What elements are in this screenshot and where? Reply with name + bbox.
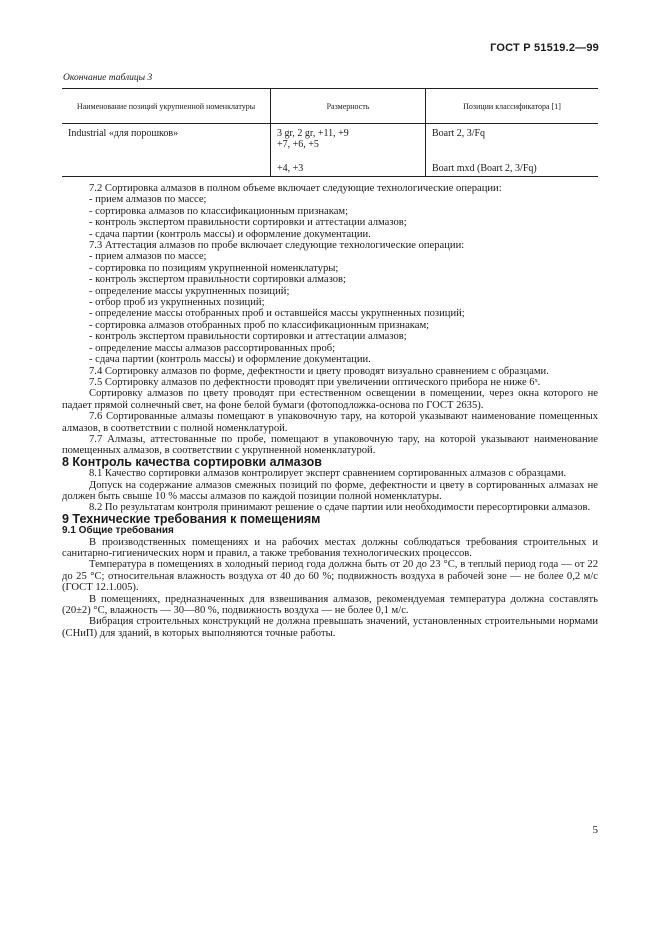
cell-size [271,124,426,177]
section-8-heading: 8 Контроль качества сортировки алмазов [62,454,322,469]
list-item: - контроль экспертом правильности сортировки и аттестации алмазов; [89,217,407,229]
list-item: - определение массы укрупненных позиций; [89,285,290,297]
cell-size-line: 3 gr, 2 gr, +11, +9 [277,128,349,139]
cell-classifier-line: Boart 2, 3/Fq [432,128,486,139]
cell-size-line: +4, +3 [277,163,304,174]
paragraph-8-1: 8.1 Качество сортировки алмазов контролирует эксперт сравнением сортированных алмазов с образцами. [89,468,567,480]
paragraph-7-3: 7.3 Аттестация алмазов по пробе включает следующие технологические операции: [89,240,465,252]
list-item: - отбор проб из укрупненных позиций; [89,297,265,309]
list-item: - сдача партии (контроль массы) и оформление документации. [89,228,371,240]
classification-table [62,88,598,177]
paragraph-9-1-a: В производственных помещениях и на рабочих местах должны соблюдаться требования строительных и санитарно-гигиенических норм и правил, а также требования технологических процессов. [62,536,598,559]
paragraph-9-1-d: Вибрация строительных конструкций не должна превышать значений, установленных строительными нормами (СНиП) для зданий, в которых выполняются точные работы. [62,616,598,639]
list-item: - прием алмазов по массе; [89,194,207,206]
list-item: - сортировка алмазов отобранных проб по классификационным признакам; [89,319,430,331]
section-9-heading: 9 Технические требования к помещениям [62,511,321,526]
column-header-classifier: Позиции классификатора [1] [426,89,599,124]
cell-classifier [426,124,599,177]
paragraph-7-4: 7.4 Сортировку алмазов по форме, дефектности и цвету проводят визуально сравнением с образцами. [89,365,549,377]
list-item: - определение массы алмазов рассортированных проб; [89,342,336,354]
cell-name-text: Industrial «для порошков» [68,128,179,139]
cell-classifier-line: Boart mxd (Boart 2, 3/Fq) [432,163,537,174]
column-header-size: Размерность [271,89,426,124]
list-item: - сдача партии (контроль массы) и оформление документации. [89,354,371,366]
cell-name [62,124,271,177]
column-header-name: Наименование позиций укрупненной номенклатуры [62,89,271,124]
list-item: - прием алмазов по массе; [89,251,207,263]
document-body [62,183,598,639]
cell-size-line: +7, +6, +5 [277,139,319,150]
list-item: - сортировка алмазов по классификационным признакам; [89,205,349,217]
list-item: - контроль экспертом правильности сортировки и аттестации алмазов; [89,331,407,343]
list-item: - определение массы отобранных проб и оставшейся массы укрупненных позиций; [89,308,465,320]
paragraph-7-6: 7.6 Сортированные алмазы помещают в упаковочную тару, на которой указывают наименование помещенных алмазов, в соответствии с полной номенклатурой. [62,411,598,434]
document-standard-number: ГОСТ Р 51519.2—99 [490,42,599,54]
table-row [62,124,598,177]
paragraph-7-2: 7.2 Сортировка алмазов в полном объеме включает следующие технологические операции: [89,183,502,194]
list-item: - контроль экспертом правильности сортировки алмазов; [89,274,346,286]
table-caption: Окончание таблицы 3 [63,73,153,83]
subsection-9-1-heading: 9.1 Общие требования [62,525,174,537]
table-header-row [62,89,598,124]
page-number: 5 [592,824,598,836]
list-item: - сортировка по позициям укрупненной номенклатуры; [89,262,339,274]
paragraph-7-5-color: Сортировку алмазов по цвету проводят при естественном освещении в помещении, через окна которого не падает прямой солнечный свет, на фоне белой бумаги (фотоподложка-основа по ГОСТ 2635). [62,388,598,411]
paragraph-7-7: 7.7 Алмазы, аттестованные по пробе, помещают в упаковочную тару, на которой указывают наименование помещенных алмазов, в соответствии с укрупненной номенклатурой. [62,433,598,457]
paragraph-8-2: 8.2 По результатам контроля принимают решение о сдаче партии или необходимости пересортировки алмазов. [89,502,591,514]
paragraph-7-5: 7.5 Сортировку алмазов по дефектности проводят при увеличении оптического прибора не ниже 6ˣ. [89,376,541,388]
paragraph-9-1-b: Температура в помещениях в холодный период года должна быть от 20 до 23 °С, в теплый период года — от 22 до 25 °С; относительная влажность воздуха от 40 до 60 %; подвижность воздуха в рабочей зоне — не более 0,2 м/с (ГОСТ 12.1.005). [62,559,598,594]
paragraph-8-1-tolerance: Допуск на содержание алмазов смежных позиций по форме, дефектности и цвету в сортированных алмазах не должен быть свыше 10 % массы алмазов по каждой позиции полной номенклатуры. [62,479,598,502]
paragraph-9-1-c: В помещениях, предназначенных для взвешивания алмазов, рекомендуемая температура должна составлять (20±2) °С, влажность — 30—80 %, подвижность воздуха — не более 0,1 м/с. [62,593,598,617]
